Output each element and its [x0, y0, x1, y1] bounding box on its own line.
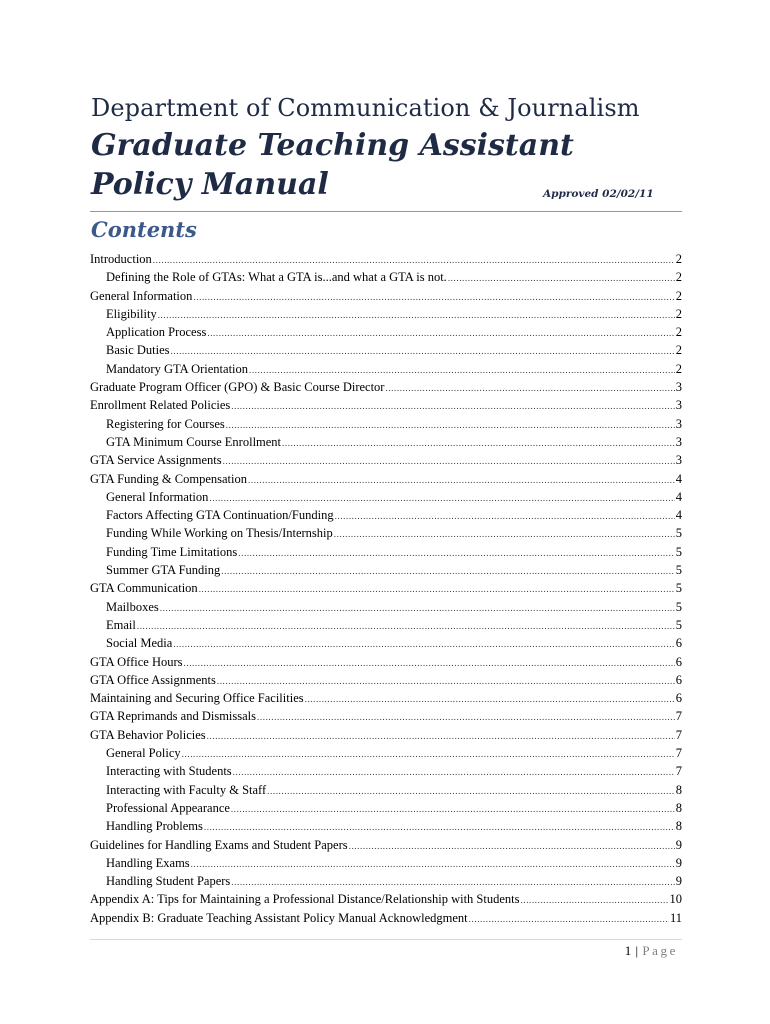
toc-dot-leader	[257, 708, 675, 726]
toc-entry-label: Email	[106, 617, 136, 632]
toc-entry-label: Enrollment Related Policies	[90, 398, 231, 413]
toc-entry-label: Handling Student Papers	[106, 874, 231, 889]
toc-entry-label: Eligibility	[106, 306, 157, 321]
toc-dot-leader	[184, 654, 675, 672]
toc-entry-page: 5	[675, 563, 682, 578]
toc-entry-label: Mailboxes	[106, 599, 159, 614]
toc-entry[interactable]	[90, 872, 682, 890]
toc-entry-page: 6	[675, 691, 682, 706]
toc-entry[interactable]	[90, 323, 682, 341]
toc-dot-leader	[204, 818, 675, 836]
toc-dot-leader	[238, 544, 674, 562]
toc-entry[interactable]	[90, 744, 682, 762]
toc-entry-label: Graduate Program Officer (GPO) & Basic Course Director	[90, 380, 385, 395]
toc-dot-leader	[191, 855, 675, 873]
toc-entry-label: Interacting with Faculty & Staff	[106, 782, 267, 797]
toc-entry-page: 5	[675, 581, 682, 596]
page-word: Page	[642, 943, 678, 958]
toc-entry[interactable]	[90, 634, 682, 652]
toc-entry[interactable]	[90, 671, 682, 689]
toc-dot-leader	[221, 562, 674, 580]
toc-entry-page: 9	[675, 837, 682, 852]
toc-dot-leader	[249, 361, 675, 379]
toc-entry[interactable]	[90, 470, 682, 488]
manual-title-line-1: Graduate Teaching Assistant	[91, 128, 574, 163]
toc-entry-page: 2	[675, 288, 682, 303]
toc-dot-leader	[469, 910, 669, 928]
toc-entry[interactable]	[90, 707, 682, 725]
toc-dot-leader	[173, 635, 674, 653]
toc-entry[interactable]	[90, 360, 682, 378]
toc-dot-leader	[199, 580, 675, 598]
toc-entry[interactable]	[90, 616, 682, 634]
toc-entry-page: 5	[675, 544, 682, 559]
toc-entry-label: Registering for Courses	[106, 416, 225, 431]
toc-entry-label: Summer GTA Funding	[106, 563, 221, 578]
department-title: Department of Communication & Journalism	[91, 94, 640, 122]
toc-entry-label: GTA Office Assignments	[90, 672, 216, 687]
toc-dot-leader	[158, 306, 675, 324]
toc-entry-label: Appendix B: Graduate Teaching Assistant Policy Manual Acknowledgment	[90, 910, 468, 925]
toc-entry-label: Mandatory GTA Orientation	[106, 361, 249, 376]
toc-entry-label: Guidelines for Handling Exams and Student Papers	[90, 837, 348, 852]
toc-entry[interactable]	[90, 488, 682, 506]
toc-entry-page: 3	[675, 380, 682, 395]
toc-entry[interactable]	[90, 854, 682, 872]
toc-entry-label: Funding While Working on Thesis/Internship	[106, 526, 333, 541]
toc-entry[interactable]	[90, 451, 682, 469]
toc-entry-page: 7	[675, 709, 682, 724]
toc-entry-label: Interacting with Students	[106, 764, 232, 779]
toc-entry-page: 3	[675, 434, 682, 449]
toc-dot-leader	[207, 324, 674, 342]
toc-dot-leader	[193, 288, 674, 306]
toc-entry-page: 5	[675, 617, 682, 632]
toc-dot-leader	[231, 397, 675, 415]
toc-entry[interactable]	[90, 726, 682, 744]
toc-entry-page: 2	[675, 325, 682, 340]
toc-dot-leader	[223, 452, 675, 470]
toc-entry[interactable]	[90, 653, 682, 671]
toc-entry-page: 10	[669, 892, 682, 907]
toc-entry-page: 9	[675, 874, 682, 889]
toc-dot-leader	[334, 525, 675, 543]
toc-entry-page: 11	[669, 910, 682, 925]
toc-entry-label: Application Process	[106, 325, 207, 340]
toc-dot-leader	[233, 763, 675, 781]
toc-entry-label: General Information	[90, 288, 193, 303]
toc-entry-label: GTA Funding & Compensation	[90, 471, 247, 486]
toc-entry[interactable]	[90, 415, 682, 433]
toc-dot-leader	[226, 416, 675, 434]
toc-entry[interactable]	[90, 689, 682, 707]
page-footer	[625, 943, 678, 959]
toc-entry[interactable]	[90, 781, 682, 799]
toc-entry-page: 5	[675, 526, 682, 541]
toc-entry[interactable]	[90, 799, 682, 817]
toc-entry-label: Defining the Role of GTAs: What a GTA is...and what a GTA is not.	[106, 270, 447, 285]
toc-entry-page: 8	[675, 819, 682, 834]
manual-title-line-2: Policy Manual	[91, 167, 329, 202]
toc-entry-page: 7	[675, 764, 682, 779]
toc-entry-label: GTA Office Hours	[90, 654, 183, 669]
toc-dot-leader	[521, 891, 669, 909]
toc-entry[interactable]	[90, 378, 682, 396]
contents-heading: Contents	[91, 217, 197, 242]
toc-entry[interactable]	[90, 341, 682, 359]
toc-dot-leader	[305, 690, 675, 708]
toc-entry-label: GTA Behavior Policies	[90, 727, 206, 742]
toc-entry[interactable]	[90, 396, 682, 414]
toc-dot-leader	[267, 782, 675, 800]
approval-date: Approved 02/02/11	[543, 188, 654, 200]
toc-dot-leader	[153, 251, 675, 269]
toc-entry-page: 6	[675, 672, 682, 687]
title-divider	[90, 211, 682, 212]
toc-entry-page: 8	[675, 800, 682, 815]
toc-entry[interactable]	[90, 543, 682, 561]
toc-entry[interactable]	[90, 287, 682, 305]
toc-entry[interactable]	[90, 305, 682, 323]
toc-entry-page: 7	[675, 727, 682, 742]
toc-entry-page: 2	[675, 306, 682, 321]
toc-entry[interactable]	[90, 268, 682, 286]
footer-divider	[90, 939, 682, 940]
toc-entry-page: 3	[675, 453, 682, 468]
toc-dot-leader	[171, 342, 675, 360]
toc-entry[interactable]	[90, 909, 682, 927]
toc-entry-page: 6	[675, 636, 682, 651]
toc-entry-label: Handling Exams	[106, 855, 190, 870]
toc-entry-page: 2	[675, 343, 682, 358]
toc-entry-label: GTA Reprimands and Dismissals	[90, 709, 257, 724]
toc-entry-page: 4	[675, 508, 682, 523]
toc-dot-leader	[182, 745, 675, 763]
toc-entry-page: 2	[675, 361, 682, 376]
toc-entry-label: Social Media	[106, 636, 173, 651]
toc-dot-leader	[282, 434, 675, 452]
toc-entry-label: GTA Minimum Course Enrollment	[106, 434, 282, 449]
toc-entry-page: 4	[675, 489, 682, 504]
toc-dot-leader	[207, 727, 675, 745]
toc-entry-label: General Information	[106, 489, 209, 504]
toc-entry-page: 3	[675, 398, 682, 413]
toc-entry-label: Funding Time Limitations	[106, 544, 238, 559]
toc-dot-leader	[217, 672, 675, 690]
toc-entry-label: Handling Problems	[106, 819, 203, 834]
toc-entry-label: Professional Appearance	[106, 800, 230, 815]
toc-entry-label: General Policy	[106, 746, 181, 761]
toc-entry-page: 4	[675, 471, 682, 486]
toc-entry-page: 2	[675, 270, 682, 285]
toc-dot-leader	[248, 471, 675, 489]
toc-entry-label: GTA Service Assignments	[90, 453, 222, 468]
toc-entry[interactable]	[90, 598, 682, 616]
toc-entry-label: Factors Affecting GTA Continuation/Funding	[106, 508, 334, 523]
toc-entry[interactable]	[90, 250, 682, 268]
page-separator: |	[635, 943, 639, 958]
toc-dot-leader	[160, 599, 675, 617]
toc-entry-page: 2	[675, 252, 682, 266]
toc-entry-label: Appendix A: Tips for Maintaining a Professional Distance/Relationship with Students	[90, 892, 520, 907]
toc-entry[interactable]	[90, 836, 682, 854]
toc-entry-page: 8	[675, 782, 682, 797]
toc-dot-leader	[385, 379, 674, 397]
toc-entry-page: 3	[675, 416, 682, 431]
toc-entry-page: 9	[675, 855, 682, 870]
toc-entry[interactable]	[90, 890, 682, 908]
toc-dot-leader	[448, 269, 675, 287]
toc-dot-leader	[137, 617, 675, 635]
toc-entry-label: Introduction	[90, 252, 152, 266]
toc-dot-leader	[231, 873, 674, 891]
page-number: 1	[624, 943, 632, 958]
toc-entry[interactable]	[90, 561, 682, 579]
toc-entry-label: Basic Duties	[106, 343, 170, 358]
toc-entry-page: 7	[675, 746, 682, 761]
toc-entry-page: 5	[675, 599, 682, 614]
toc-entry[interactable]	[90, 579, 682, 597]
toc-entry-label: GTA Communication	[90, 581, 198, 596]
toc-entry[interactable]	[90, 762, 682, 780]
table-of-contents	[90, 250, 682, 927]
toc-entry[interactable]	[90, 506, 682, 524]
toc-entry-label: Maintaining and Securing Office Facilities	[90, 691, 304, 706]
toc-dot-leader	[231, 800, 675, 818]
toc-entry[interactable]	[90, 433, 682, 451]
toc-dot-leader	[209, 489, 674, 507]
toc-entry-page: 6	[675, 654, 682, 669]
toc-entry[interactable]	[90, 817, 682, 835]
toc-dot-leader	[335, 507, 675, 525]
toc-dot-leader	[349, 837, 675, 855]
toc-entry[interactable]	[90, 524, 682, 542]
